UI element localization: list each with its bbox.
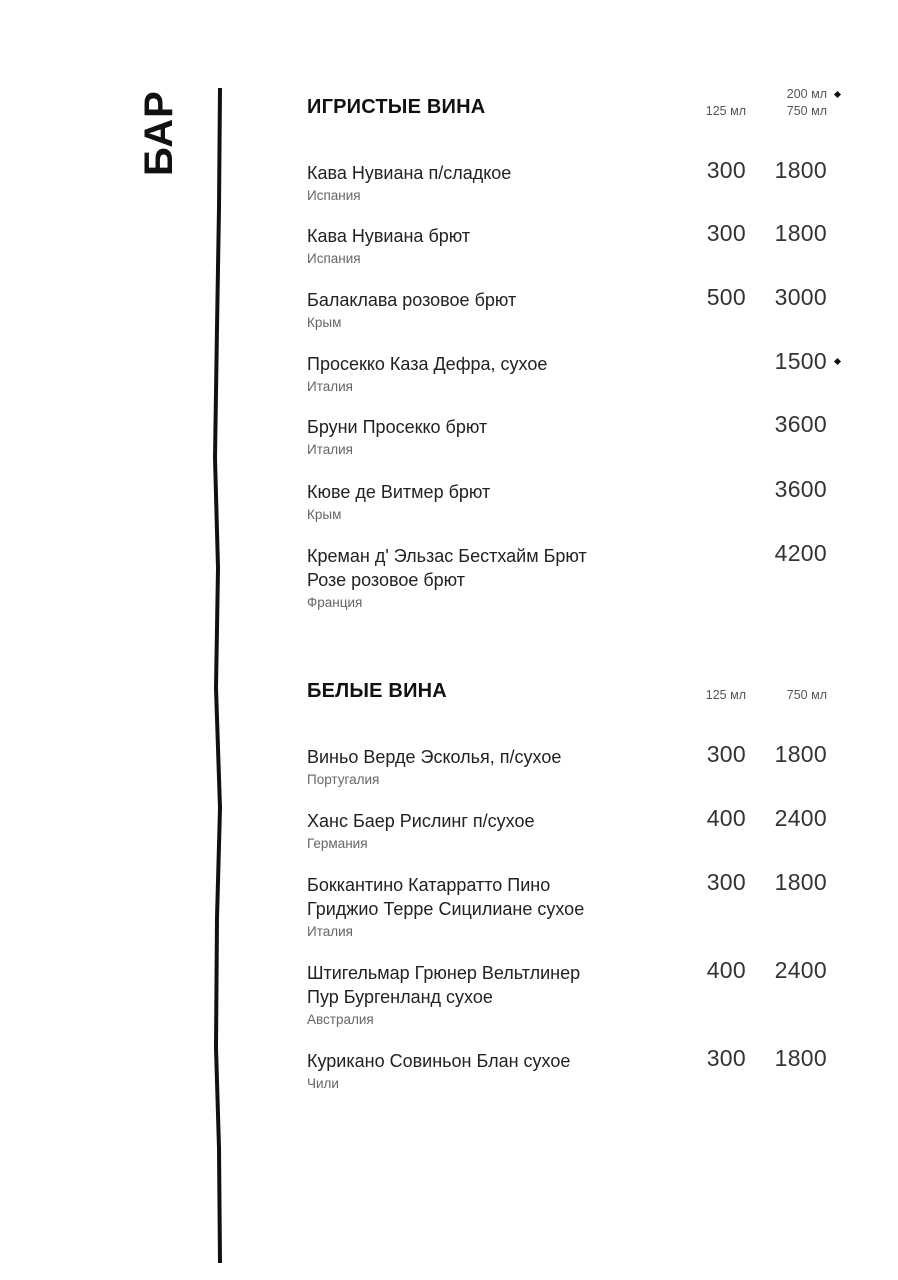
item-origin: Испания [307,251,361,266]
item-price-125ml: 400 [706,805,746,831]
item-name: Ханс Баер Рислинг п/сухое [307,811,535,831]
item-price-750ml: 1800 [774,869,827,895]
item-price-125ml: 300 [706,220,746,246]
item-price-750ml: 1800 [774,1045,827,1071]
item-price-750ml: 3600 [774,476,827,502]
item-price-750ml: 1800 [774,741,827,767]
section-title: ИГРИСТЫЕ ВИНА [307,96,486,118]
diamond-marker-icon [834,358,841,365]
item-origin: Чили [307,1076,339,1091]
menu-item [307,540,867,612]
item-price-125ml: 500 [706,284,746,310]
item-name: Кава Нувиана п/сладкое [307,163,512,183]
item-price-750ml: 1800 [774,157,827,183]
item-origin: Италия [307,379,353,394]
item-price-750ml: 2400 [774,957,827,983]
item-origin: Испания [307,188,361,203]
column-head-750ml: 750 мл [786,104,827,118]
item-origin: Италия [307,442,353,457]
item-origin: Германия [307,836,368,851]
column-head-200ml: 200 мл [786,87,827,101]
menu-item [307,157,867,205]
item-origin: Италия [307,924,353,939]
menu-item [307,1045,867,1093]
menu-item [307,348,867,396]
item-name: Креман д' Эльзас Бестхайм Брют Розе розовое брют [307,546,587,590]
menu-item [307,957,867,1029]
menu-item [307,411,867,459]
menu-item [307,220,867,268]
menu-item [307,284,867,332]
column-head-125ml: 125 мл [705,104,746,118]
item-price-750ml: 2400 [774,805,827,831]
item-price-750ml: 3600 [774,411,827,437]
item-name: Кюве де Витмер брют [307,482,491,502]
menu-item [307,805,867,853]
item-price-750ml: 3000 [774,284,827,310]
column-head-125ml: 125 мл [705,688,746,702]
vertical-divider-line [200,88,240,1263]
menu-item [307,476,867,524]
item-origin: Португалия [307,772,380,787]
item-price-125ml: 300 [706,741,746,767]
item-name: Бруни Просекко брют [307,417,488,437]
diamond-marker-icon [834,91,841,98]
section-white-wines [307,670,867,710]
item-price-125ml: 300 [706,1045,746,1071]
item-price-125ml: 300 [706,157,746,183]
item-price-750ml: 1500 [774,348,827,374]
item-origin: Франция [307,595,363,610]
item-name: Кава Нувиана брют [307,226,471,246]
item-name: Балаклава розовое брют [307,290,517,310]
item-origin: Крым [307,507,342,522]
item-origin: Австралия [307,1012,374,1027]
item-name: Курикано Совиньон Блан сухое [307,1051,571,1071]
section-title: БЕЛЫЕ ВИНА [307,680,447,702]
page-side-title: БАР [137,90,181,176]
item-price-125ml: 400 [706,957,746,983]
item-price-750ml: 4200 [774,540,827,566]
item-name: Просекко Каза Дефра, сухое [307,354,548,374]
item-name: Виньо Верде Эсколья, п/сухое [307,747,562,767]
item-name: Боккантино Катарратто Пино Гриджио Терре Сицилиане сухое [307,875,585,919]
menu-item [307,869,867,941]
item-price-125ml: 300 [706,869,746,895]
column-head-750ml: 750 мл [786,688,827,702]
item-origin: Крым [307,315,342,330]
item-price-750ml: 1800 [774,220,827,246]
item-name: Штигельмар Грюнер Вельтлинер Пур Бургенланд сухое [307,963,581,1007]
section-sparkling-wines [307,86,867,126]
menu-item [307,741,867,789]
